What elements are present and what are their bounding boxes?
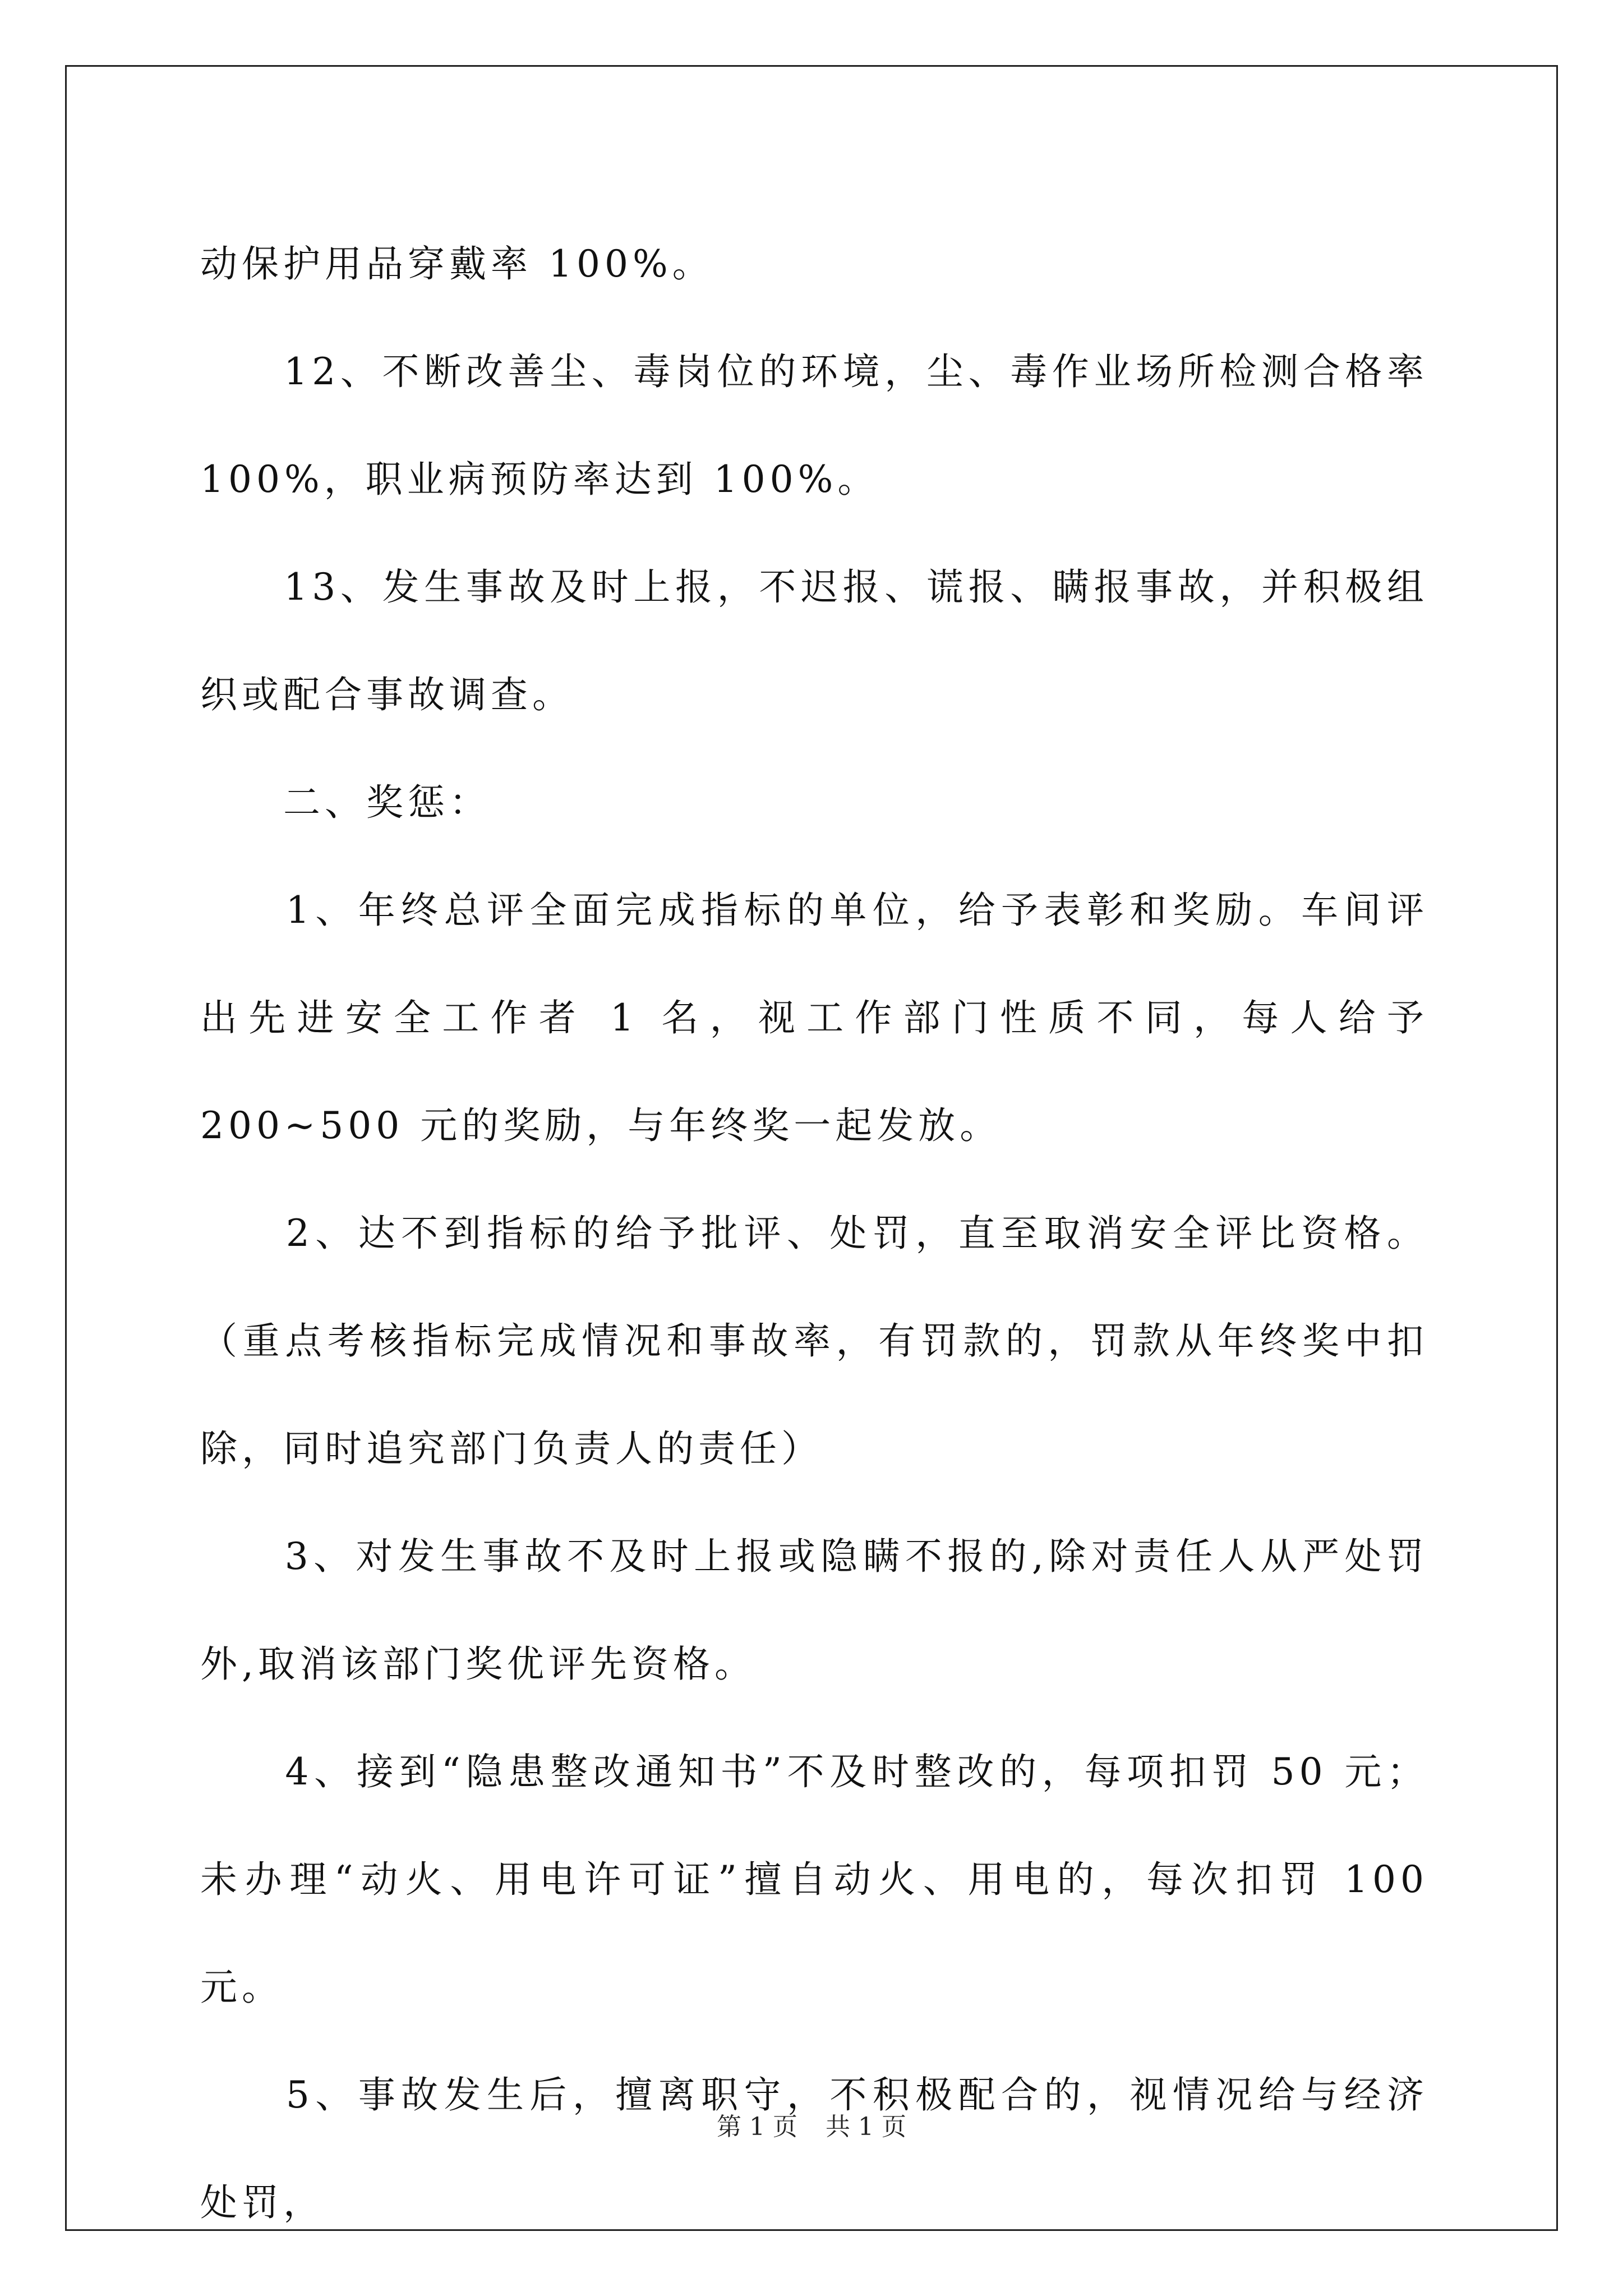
paragraph-7: 4、接到“隐患整改通知书”不及时整改的，每项扣罚 50 元；未办理“动火、用电许可证”擅自动火、用电的，每次扣罚 100 元。	[200, 1750, 1445, 2009]
section-heading: 二、奖惩：	[200, 781, 491, 824]
paragraph-1: 动保护用品穿戴率 100%。	[200, 242, 714, 286]
document-body	[200, 210, 1445, 2257]
paragraph-2: 12、不断改善尘、毒岗位的环境，尘、毒作业场所检测合格率100%，职业病预防率达到 100%。	[200, 350, 1428, 501]
paragraph-3: 13、发生事故及时上报，不迟报、谎报、瞒报事故，并积极组织或配合事故调查。	[200, 565, 1428, 716]
page-number: 第 1 页	[717, 2113, 797, 2141]
page-footer	[0, 2110, 1623, 2144]
total-pages: 共 1 页	[826, 2113, 906, 2141]
paragraph-8: 5、事故发生后，擅离职守，不积极配合的，视情况给与经济处罚，	[200, 2073, 1428, 2224]
paragraph-4: 1、年终总评全面完成指标的单位，给予表彰和奖励。车间评出先进安全工作者 1 名，视工作部门性质不同，每人给予 200~500 元的奖励，与年终奖一起发放。	[200, 889, 1445, 1147]
paragraph-6: 3、对发生事故不及时上报或隐瞒不报的,除对责任人从严处罚外,取消该部门奖优评先资格。	[200, 1535, 1428, 1686]
paragraph-5: 2、达不到指标的给予批评、处罚，直至取消安全评比资格。（重点考核指标完成情况和事故率，有罚款的，罚款从年终奖中扣除，同时追究部门负责人的责任）	[200, 1212, 1428, 1470]
